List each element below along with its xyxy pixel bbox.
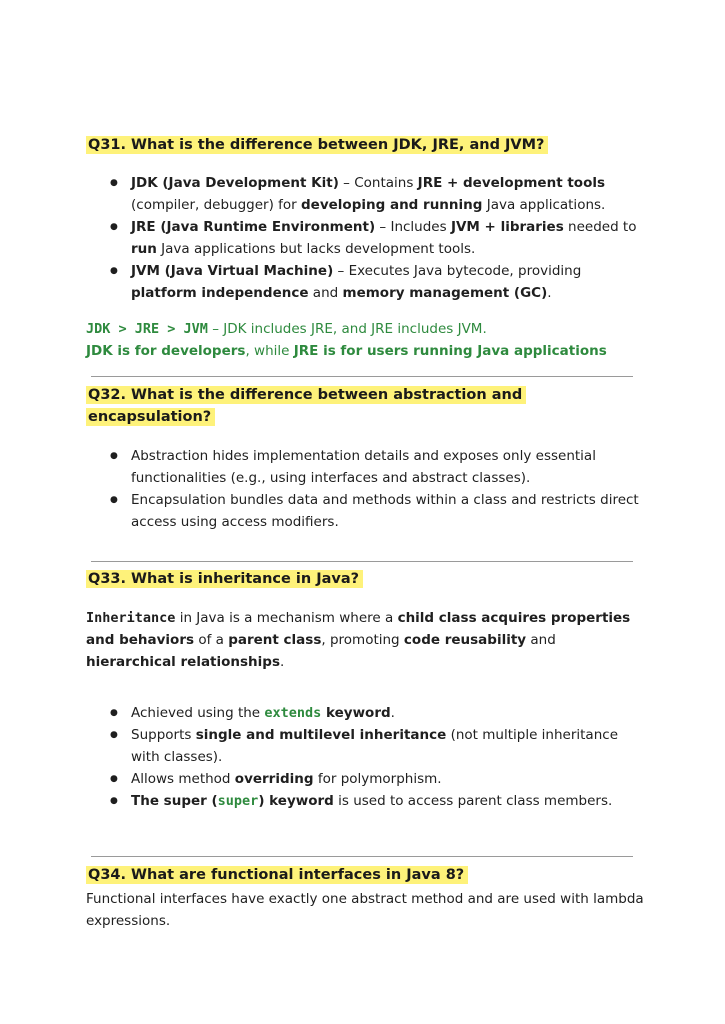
divider	[91, 376, 633, 377]
list-item: ● JDK (Java Development Kit) – Contains JRE + development tools (compiler, debugger) for developing and running Java applications.	[86, 172, 646, 216]
q33-heading	[86, 568, 363, 590]
q32-title-line2: encapsulation?	[86, 408, 215, 426]
list-item: ● Achieved using the extends keyword.	[86, 702, 646, 724]
list-item: ● Encapsulation bundles data and methods within a class and restricts direct access using access modifiers.	[86, 489, 646, 533]
list-item: ● Abstraction hides implementation details and exposes only essential functionalities (e.g., using interfaces and abstract classes).	[86, 445, 646, 489]
q31-summary-line2: JDK is for developers, while JRE is for users running Java applications	[86, 343, 607, 359]
q31-summary-line1: JDK > JRE > JVM – JDK includes JRE, and JRE includes JVM.	[86, 321, 487, 337]
list-item: ● Allows method overriding for polymorphism.	[86, 768, 646, 790]
q34-title: Q34. What are functional interfaces in Java 8?	[86, 866, 468, 884]
q31-title: Q31. What is the difference between JDK, JRE, and JVM?	[86, 136, 548, 154]
q33-list	[86, 702, 646, 812]
list-item: ● JVM (Java Virtual Machine) – Executes Java bytecode, providing platform independence and memory management (GC).	[86, 260, 646, 304]
divider	[91, 856, 633, 857]
q31-heading	[86, 134, 548, 156]
q33-paragraph: Inheritance in Java is a mechanism where a child class acquires properties and behaviors of a parent class, promoting code reusability and hierarchical relationships.	[86, 610, 631, 670]
q32-heading	[86, 384, 526, 428]
list-item: ● JRE (Java Runtime Environment) – Includes JVM + libraries needed to run Java applications but lacks development tools.	[86, 216, 646, 260]
q31-list	[86, 172, 646, 304]
q33-title: Q33. What is inheritance in Java?	[86, 570, 363, 588]
list-item: ● Supports single and multilevel inheritance (not multiple inheritance with classes).	[86, 724, 646, 768]
divider	[91, 561, 633, 562]
q34-heading	[86, 864, 468, 886]
q32-list	[86, 445, 646, 533]
q32-title-line1: Q32. What is the difference between abstraction and	[86, 386, 526, 404]
q34-paragraph: Functional interfaces have exactly one abstract method and are used with lambda expressions.	[86, 891, 644, 929]
list-item: ● The super (super) keyword is used to access parent class members.	[86, 790, 646, 812]
